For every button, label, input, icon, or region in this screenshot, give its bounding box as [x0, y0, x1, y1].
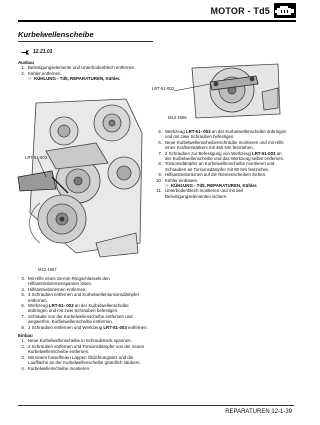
- installation-steps-continued: [155, 129, 287, 199]
- figure1-caption: M12 4667: [38, 267, 57, 272]
- figure1-tool-label: LRT-51-003: [25, 155, 48, 160]
- cross-reference-link[interactable]: ☞ KÜHLUNG - Td5, REPARATUREN, Kühler.: [28, 76, 121, 82]
- list-item: 4. Hilfsantriebsriemen entfernen.: [21, 286, 87, 292]
- list-item: 6. Neue Kurbelwellenscheibenschraube montieren und mit Hilfe eines Kraftverstärkers mit 465 Nm festziehen.: [158, 139, 284, 151]
- list-item: 9. Hilfsantriebsriemen auf die Riemenscheiben ziehen.: [158, 172, 267, 178]
- header-rule: [18, 20, 296, 22]
- removal-intro: [18, 60, 148, 82]
- crankshaft-pulley-illustration: [16, 93, 148, 261]
- list-item: 2. Kühler entfernen. ☞ KÜHLUNG - Td5, REPARATUREN, Kühler.: [18, 71, 148, 82]
- operation-code: [21, 49, 52, 55]
- list-item: 7. 2 Schrauben zur Befestigung von Werkzeug LRT-51-003 an der Kurbelwellenscheibe und das Werkzeug selbst entfernen.: [158, 150, 285, 162]
- removal-steps: [18, 276, 148, 371]
- removal-heading: Ausbau: [18, 60, 35, 65]
- list-item: 6. Werkzeug LRT-51- 003 an der Kurbelwellenscheibe anbringen und mit zwei Schrauben befestigen.: [21, 303, 129, 314]
- cross-reference-link[interactable]: ☞ KÜHLUNG - Td5, REPARATUREN, Kühler.: [165, 183, 258, 189]
- list-item: 1. Befestigungselemente und Unterbodenblech entfernen.: [21, 65, 136, 71]
- footer-rule: [18, 405, 294, 406]
- list-item: 5. 3 Schrauben entfernen und Kurbelwellentorsionsdämpfer entfernen.: [21, 292, 140, 303]
- list-item: 4. Kurbelwellenscheibe montieren.: [21, 365, 91, 371]
- list-item: 11. Unterbodenblech montieren und mit den Befestigungselementen sichern.: [156, 188, 244, 199]
- section-title: Kurbelwellenscheibe: [18, 30, 94, 39]
- list-item: 3. Mit einem fusselfreien Lappen Öldichtungssitz und die Lauffläche an der Kurbelwellenscheibe gründlich säubern.: [21, 354, 141, 366]
- list-item: 5. Werkzeug LRT-51- 003 an der Kurbelwellenscheibe anbringen und mit zwei Schrauben befestigen.: [158, 129, 287, 140]
- wrench-icon: [21, 50, 30, 55]
- list-item: 8. 2 Schrauben entfernen und Werkzeug LRT-51-003 entfernen.: [21, 324, 148, 330]
- figure2-tool-label: LRT-51-003: [152, 86, 175, 91]
- list-item: 2. 2 Schrauben entfernen und Torsionsdämpfer von der neuen Kurbelwellenscheibe entfernen.: [21, 343, 145, 355]
- list-item: 10. Kühler einbauen. ☞ KÜHLUNG - Td5, REPARATUREN, Kühler.: [155, 178, 287, 189]
- list-item: 8. Torsionsdämpfer an Kurbelwellenscheibe montieren und Schrauben an Torsionsdämpfer mit 80 Nm festziehen.: [158, 161, 275, 172]
- figure2-caption: M12 4668: [168, 115, 187, 120]
- page-header-title: MOTOR - Td5: [210, 6, 270, 16]
- list-item: 1. Neue Kurbelwellenscheibe in Schraubstock spannen.: [21, 338, 132, 344]
- section-title-rule: [18, 41, 153, 42]
- engine-icon: [274, 3, 296, 18]
- reference-icon: ☞: [28, 76, 32, 82]
- page-footer: REPARATUREN 12-1-39: [225, 409, 292, 415]
- reference-icon: ☞: [165, 183, 169, 189]
- installation-heading: Einbau: [18, 333, 33, 339]
- list-item: 7. Schraube von der Kurbelwellenscheibe entfernen und wegwerfen. Kurbelwellenscheibe entfernen.: [21, 313, 133, 325]
- list-item: 3. Mit Hilfe eines 15-mm-Ringschlüssels den Hilfsantriebriemenspanner lösen.: [21, 276, 110, 287]
- operation-code-value: 12.21.01: [33, 49, 53, 55]
